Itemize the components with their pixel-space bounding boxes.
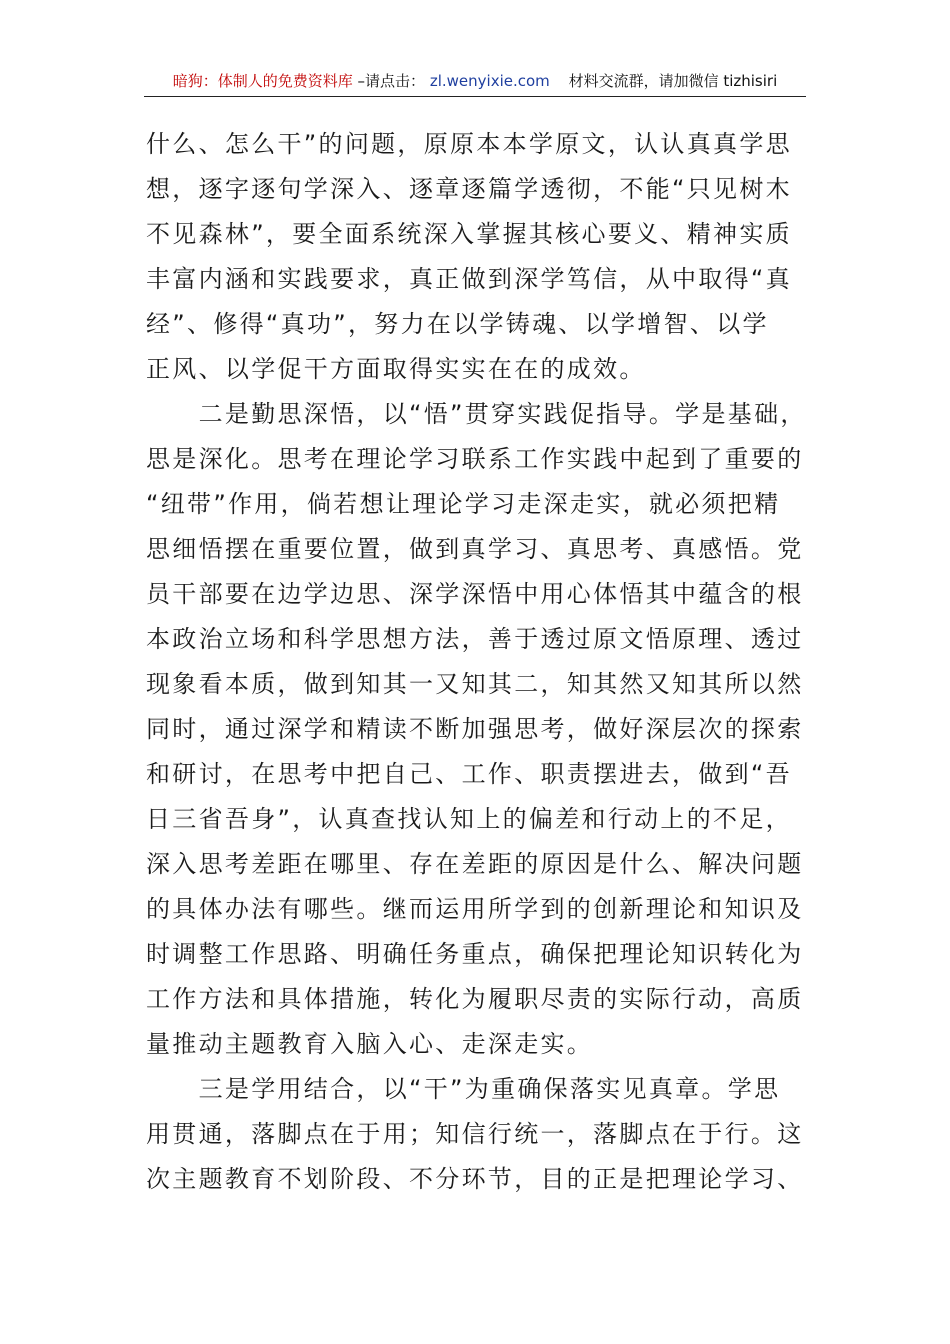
text-line: 现象看本质，做到知其一又知其二，知其然又知其所以然 — [146, 670, 804, 698]
text-line: 二是勤思深悟，以“悟”贯穿实践促指导。学是基础， — [146, 400, 807, 428]
text-line: 和研讨，在思考中把自己、工作、职责摆进去，做到“吾 — [146, 760, 792, 788]
text-line: 同时，通过深学和精读不断加强思考，做好深层次的探索 — [146, 715, 804, 743]
header-wechat-note: 材料交流群，请加微信 tizhisiri — [568, 72, 778, 90]
header-click-prompt: –请点击： — [357, 72, 426, 90]
text-line: 思细悟摆在重要位置，做到真学习、真思考、真感悟。党 — [146, 535, 804, 563]
text-line: 经”、修得“真功”，努力在以学铸魂、以学增智、以学 — [146, 310, 769, 338]
text-line: 员干部要在边学边思、深学深悟中用心体悟其中蕴含的根 — [146, 580, 804, 608]
page-header — [144, 68, 806, 97]
text-line: 什么、怎么干”的问题，原原本本学原文，认认真真学思 — [146, 130, 792, 158]
text-line: 的具体办法有哪些。继而运用所学到的创新理论和知识及 — [146, 895, 804, 923]
text-line: 思是深化。思考在理论学习联系工作实践中起到了重要的 — [146, 445, 804, 473]
text-line: 工作方法和具体措施，转化为履职尽责的实际行动，高质 — [146, 985, 804, 1013]
text-line: 不见森林”，要全面系统深入掌握其核心要义、精神实质 — [146, 220, 792, 248]
text-line: 深入思考差距在哪里、存在差距的原因是什么、解决问题 — [146, 850, 804, 878]
text-line: 正风、以学促干方面取得实实在在的成效。 — [146, 355, 646, 383]
document-body — [146, 122, 810, 1202]
text-line: 三是学用结合，以“干”为重确保落实见真章。学思 — [146, 1075, 781, 1103]
text-line: 日三省吾身”，认真查找认知上的偏差和行动上的不足， — [146, 805, 792, 833]
text-line: 丰富内涵和实践要求，真正做到深学笃信，从中取得“真 — [146, 265, 792, 293]
header-site-name: 暗狗：体制人的免费资料库 — [172, 72, 353, 90]
text-line: 本政治立场和科学思想方法，善于透过原文悟原理、透过 — [146, 625, 804, 653]
text-line: 想，逐字逐句学深入、逐章逐篇学透彻，不能“只见树木 — [146, 175, 792, 203]
text-line: 次主题教育不划阶段、不分环节，目的正是把理论学习、 — [146, 1165, 804, 1193]
text-line: 用贯通，落脚点在于用；知信行统一，落脚点在于行。这 — [146, 1120, 804, 1148]
text-line: 时调整工作思路、明确任务重点，确保把理论知识转化为 — [146, 940, 804, 968]
text-line: “纽带”作用，倘若想让理论学习走深走实，就必须把精 — [146, 490, 781, 518]
header-url-link[interactable]: zl.wenyixie.com — [429, 72, 550, 90]
text-line: 量推动主题教育入脑入心、走深走实。 — [146, 1030, 594, 1058]
